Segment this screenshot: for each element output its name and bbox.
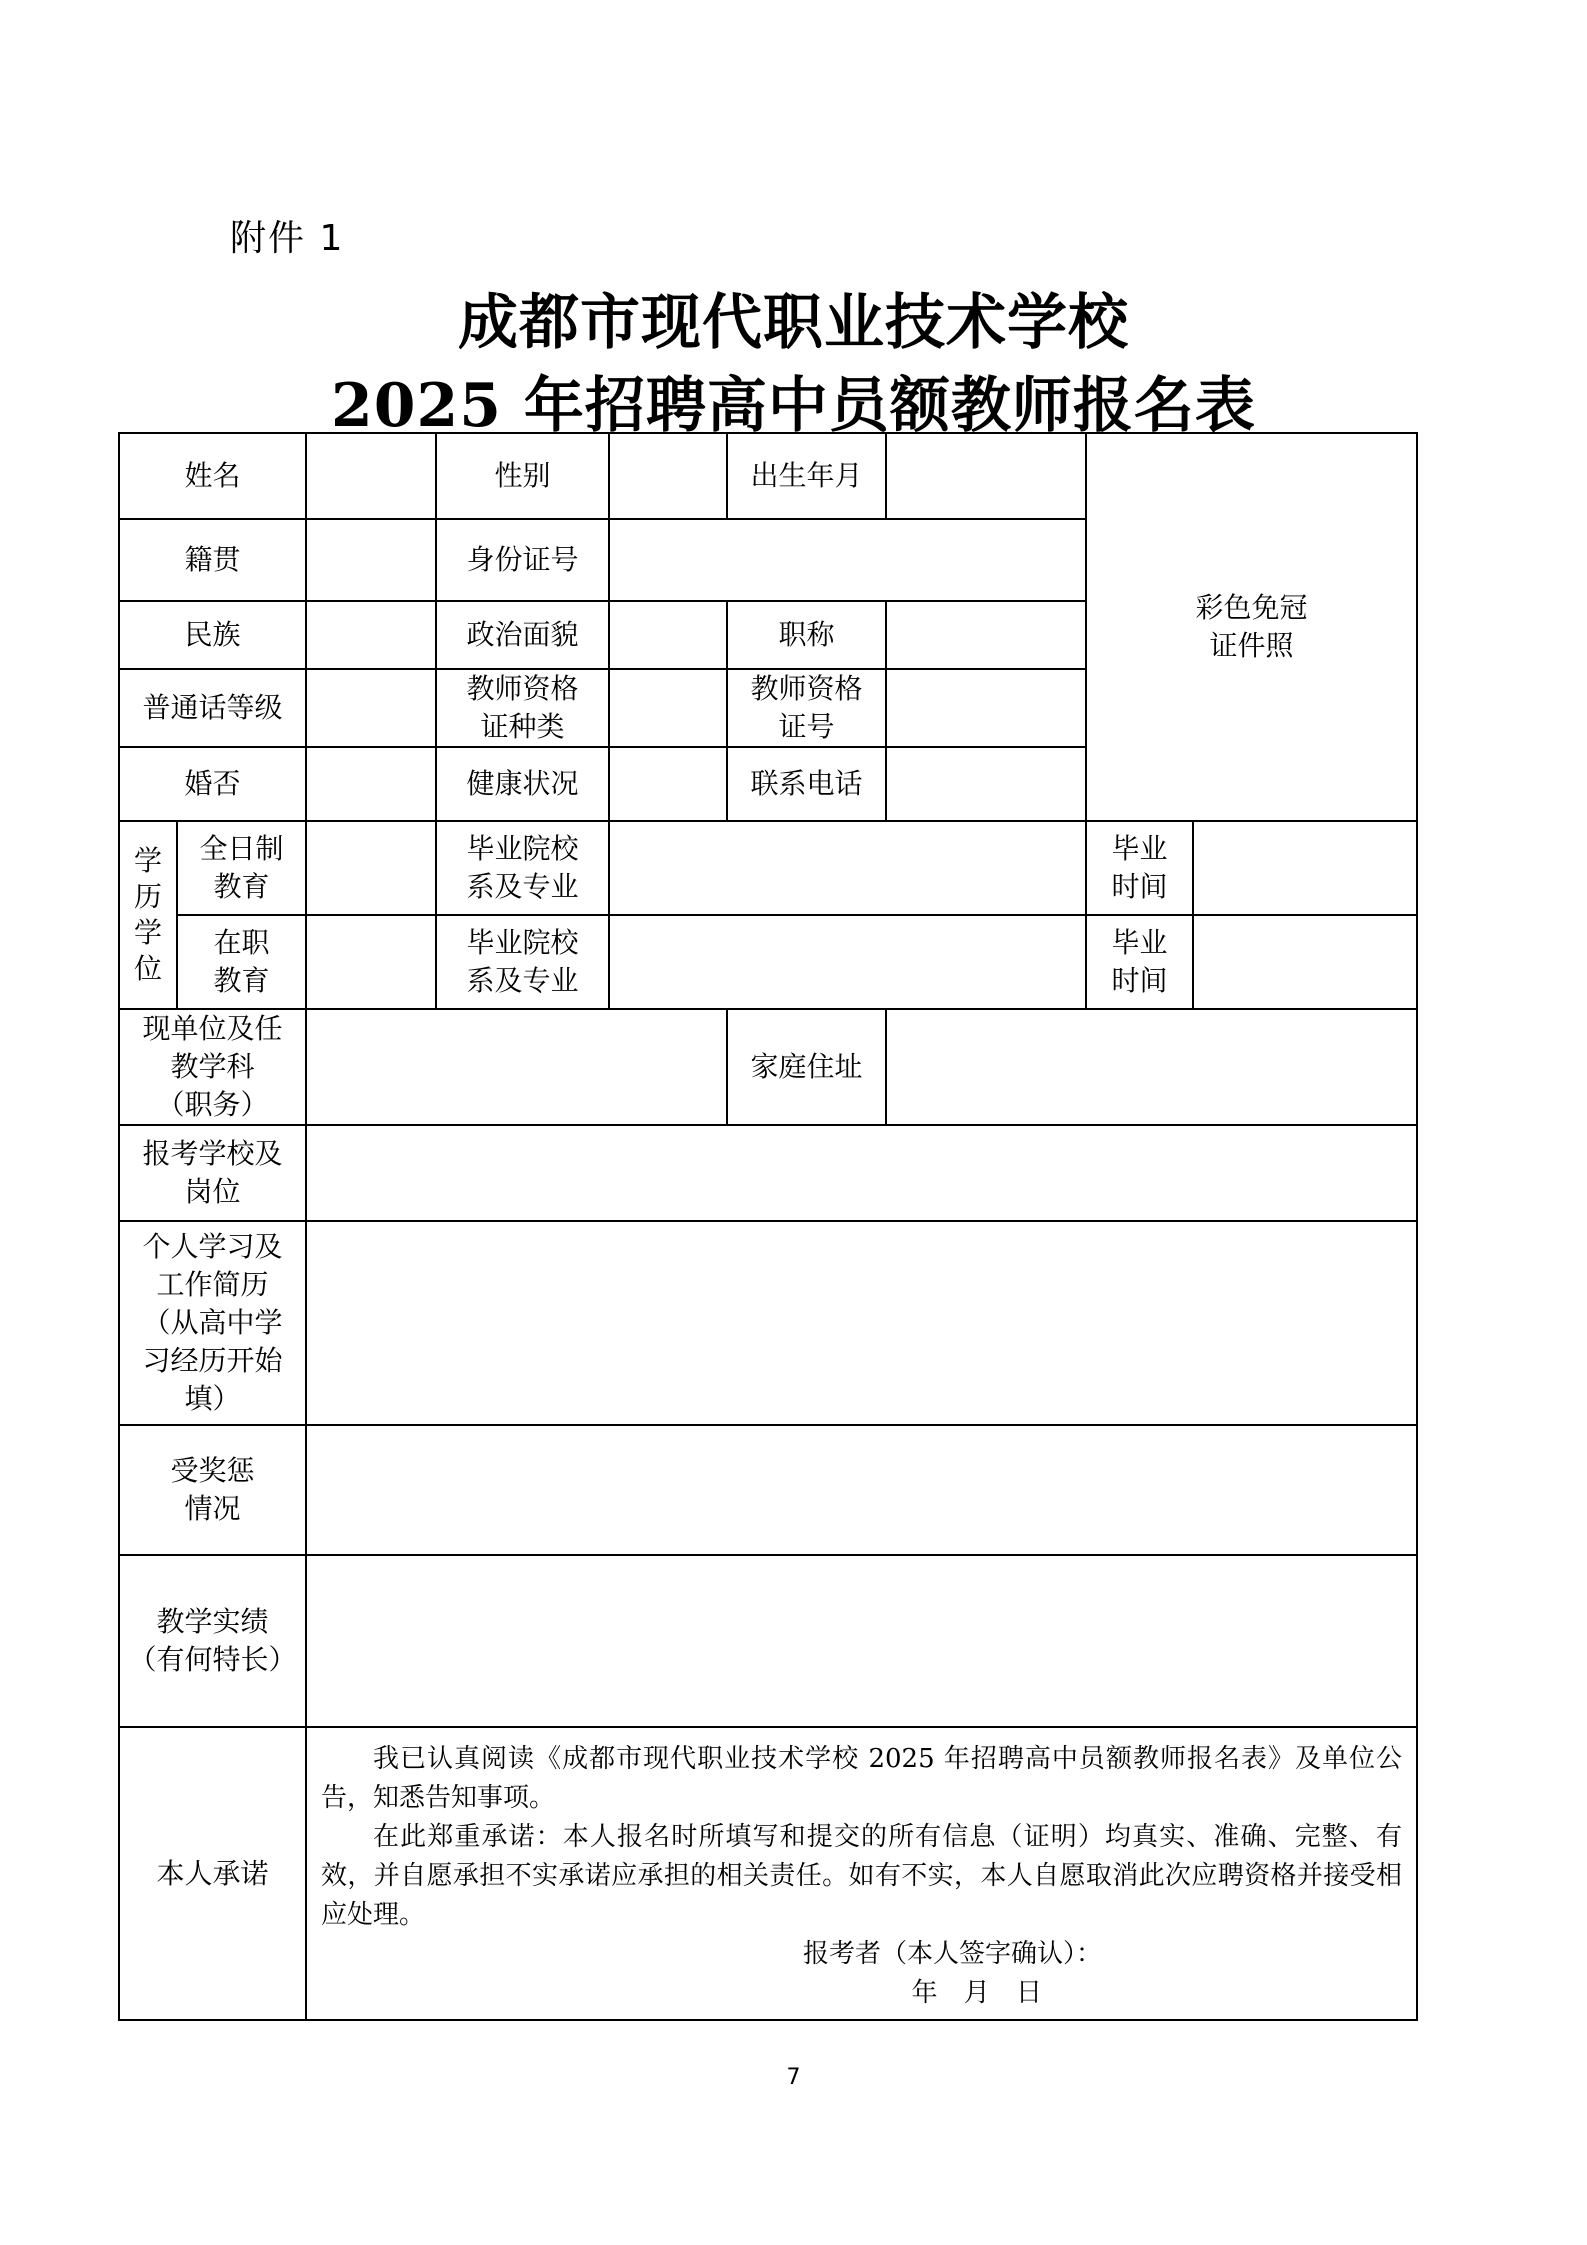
birth-field[interactable] bbox=[886, 433, 1086, 519]
political-field[interactable] bbox=[609, 601, 727, 669]
birth-label: 出生年月 bbox=[727, 433, 886, 519]
resume-line3: （从高中学 bbox=[142, 1306, 283, 1339]
phone-label: 联系电话 bbox=[727, 747, 886, 821]
cert-type-line1: 教师资格 bbox=[466, 672, 579, 705]
cert-no-label bbox=[727, 669, 886, 747]
awards-line1: 受奖惩 bbox=[170, 1454, 255, 1487]
job-title-field[interactable] bbox=[886, 601, 1086, 669]
photo-label-line1: 彩色免冠 bbox=[1195, 591, 1308, 624]
parttime-school-label bbox=[436, 915, 609, 1009]
attachment-label: 附件 1 bbox=[230, 218, 345, 259]
apply-label bbox=[119, 1125, 306, 1221]
native-place-field[interactable] bbox=[306, 519, 436, 601]
fulltime-school-field[interactable] bbox=[609, 821, 1086, 915]
cert-type-line2: 证种类 bbox=[480, 710, 565, 743]
employer-line3: （职务） bbox=[156, 1088, 269, 1121]
education-char: 位 bbox=[133, 952, 162, 985]
pledge-signature[interactable]: 报考者（本人签字确认）： bbox=[803, 1939, 1103, 1969]
pledge-paragraph-1: 我已认真阅读《成都市现代职业技术学校 2025 年招聘高中员额教师报名表》及单位公告，知悉告知事项。 bbox=[321, 1744, 1403, 1813]
resume-label bbox=[119, 1221, 306, 1425]
fulltime-line1: 全日制 bbox=[199, 832, 284, 865]
awards-line2: 情况 bbox=[184, 1492, 241, 1525]
pledge-paragraph-2: 在此郑重承诺：本人报名时所填写和提交的所有信息（证明）均真实、准确、完整、有效，并自愿承担不实承诺应承担的相关责任。如有不实，本人自愿取消此次应聘资格并接受相应处理。 bbox=[321, 1822, 1403, 1930]
id-number-label: 身份证号 bbox=[436, 519, 609, 601]
parttime-school-field[interactable] bbox=[609, 915, 1086, 1009]
school-major-line1: 毕业院校 bbox=[466, 926, 579, 959]
school-major-line2: 系及专业 bbox=[466, 964, 579, 997]
awards-field[interactable] bbox=[306, 1425, 1417, 1555]
health-field[interactable] bbox=[609, 747, 727, 821]
name-field[interactable] bbox=[306, 433, 436, 519]
fulltime-grad-time-label bbox=[1086, 821, 1193, 915]
native-place-label: 籍贯 bbox=[119, 519, 306, 601]
gender-field[interactable] bbox=[609, 433, 727, 519]
id-number-field[interactable] bbox=[609, 519, 1086, 601]
address-field[interactable] bbox=[886, 1009, 1417, 1125]
pledge-label: 本人承诺 bbox=[119, 1727, 306, 2020]
cert-no-field[interactable] bbox=[886, 669, 1086, 747]
parttime-line1: 在职 bbox=[213, 926, 270, 959]
education-char: 学 bbox=[133, 844, 162, 877]
fulltime-grad-time-field[interactable] bbox=[1193, 821, 1417, 915]
employer-field[interactable] bbox=[306, 1009, 727, 1125]
resume-line1: 个人学习及 bbox=[142, 1230, 283, 1263]
teaching-line2: （有何特长） bbox=[128, 1643, 297, 1676]
cert-type-label bbox=[436, 669, 609, 747]
ethnicity-field[interactable] bbox=[306, 601, 436, 669]
teaching-line1: 教学实绩 bbox=[156, 1605, 269, 1638]
pledge-date[interactable]: 年 月 日 bbox=[911, 1978, 1043, 2008]
parttime-degree-field[interactable] bbox=[306, 915, 436, 1009]
cert-no-line1: 教师资格 bbox=[750, 672, 863, 705]
teaching-label bbox=[119, 1555, 306, 1727]
pledge-text bbox=[306, 1727, 1417, 2020]
grad-time-line2: 时间 bbox=[1111, 964, 1168, 997]
name-label: 姓名 bbox=[119, 433, 306, 519]
phone-field[interactable] bbox=[886, 747, 1086, 821]
resume-line4: 习经历开始 bbox=[142, 1344, 283, 1377]
job-title-label: 职称 bbox=[727, 601, 886, 669]
employer-line1: 现单位及任 bbox=[142, 1012, 283, 1045]
cert-no-line2: 证号 bbox=[778, 710, 835, 743]
school-major-line2: 系及专业 bbox=[466, 870, 579, 903]
resume-field[interactable] bbox=[306, 1221, 1417, 1425]
awards-label bbox=[119, 1425, 306, 1555]
mandarin-label: 普通话等级 bbox=[119, 669, 306, 747]
fulltime-degree-field[interactable] bbox=[306, 821, 436, 915]
education-char: 学 bbox=[133, 916, 162, 949]
apply-field[interactable] bbox=[306, 1125, 1417, 1221]
address-label: 家庭住址 bbox=[727, 1009, 886, 1125]
gender-label: 性别 bbox=[436, 433, 609, 519]
education-char: 历 bbox=[133, 880, 162, 913]
form-title-line2: 2025 年招聘高中员额教师报名表 bbox=[331, 371, 1256, 441]
parttime-grad-time-field[interactable] bbox=[1193, 915, 1417, 1009]
employer-line2: 教学科 bbox=[170, 1050, 255, 1083]
parttime-grad-time-label bbox=[1086, 915, 1193, 1009]
mandarin-field[interactable] bbox=[306, 669, 436, 747]
ethnicity-label: 民族 bbox=[119, 601, 306, 669]
school-major-line1: 毕业院校 bbox=[466, 832, 579, 865]
photo-box[interactable] bbox=[1086, 433, 1417, 821]
fulltime-school-label bbox=[436, 821, 609, 915]
page-number: 7 bbox=[786, 2065, 801, 2090]
political-label: 政治面貌 bbox=[436, 601, 609, 669]
grad-time-line1: 毕业 bbox=[1111, 926, 1168, 959]
grad-time-line2: 时间 bbox=[1111, 870, 1168, 903]
fulltime-label bbox=[177, 821, 306, 915]
resume-line2: 工作简历 bbox=[156, 1268, 269, 1301]
employer-label bbox=[119, 1009, 306, 1125]
education-label bbox=[119, 821, 177, 1009]
parttime-line2: 教育 bbox=[213, 964, 270, 997]
marital-label: 婚否 bbox=[119, 747, 306, 821]
teaching-field[interactable] bbox=[306, 1555, 1417, 1727]
registration-form bbox=[118, 432, 1418, 2021]
apply-line1: 报考学校及 bbox=[142, 1137, 283, 1170]
photo-label-line2: 证件照 bbox=[1209, 629, 1294, 662]
health-label: 健康状况 bbox=[436, 747, 609, 821]
marital-field[interactable] bbox=[306, 747, 436, 821]
parttime-label bbox=[177, 915, 306, 1009]
cert-type-field[interactable] bbox=[609, 669, 727, 747]
fulltime-line2: 教育 bbox=[213, 870, 270, 903]
resume-line5: 填） bbox=[184, 1382, 241, 1415]
grad-time-line1: 毕业 bbox=[1111, 832, 1168, 865]
apply-line2: 岗位 bbox=[184, 1175, 241, 1208]
form-title-line1: 成都市现代职业技术学校 bbox=[458, 288, 1129, 358]
